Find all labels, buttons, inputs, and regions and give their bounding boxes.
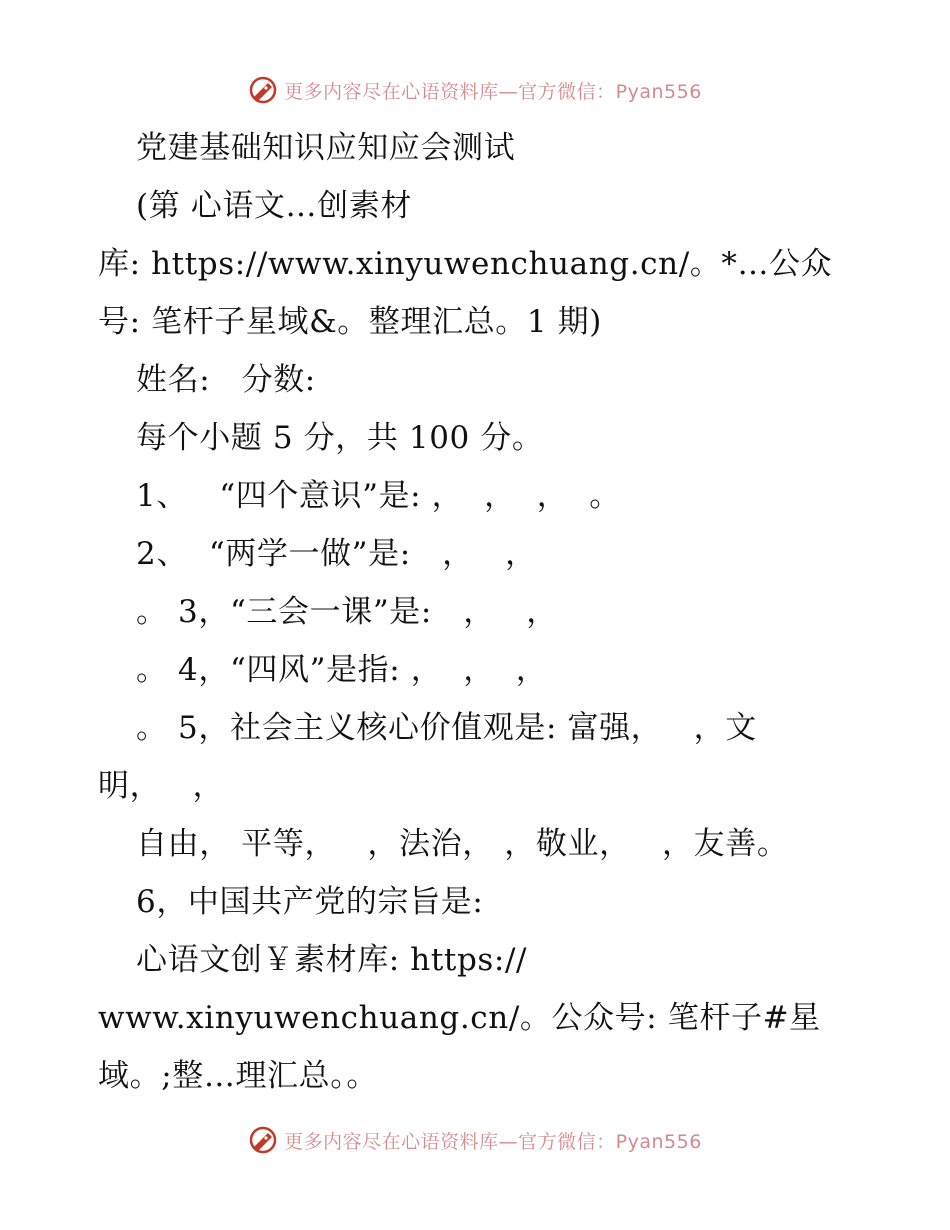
watermark-text: 更多内容尽在心语资料库—官方微信：Pyan556 xyxy=(284,80,702,103)
doc-line: 明， ， xyxy=(98,768,225,804)
header-watermark xyxy=(0,70,950,110)
doc-line: 心语文创￥素材库: https:// xyxy=(136,942,528,978)
doc-line: 号: 笔杆子星域&。整理汇总。1 期) xyxy=(98,304,602,340)
doc-line: 自由， 平等， ，法治， ，敬业， ，友善。 xyxy=(136,826,789,862)
doc-line: 每个小题 5 分，共 100 分。 xyxy=(136,420,544,456)
pen-nib-circle-icon xyxy=(248,1125,278,1155)
question-2: 2、 “两学一做”是: ， ， xyxy=(136,536,537,572)
footer-watermark xyxy=(0,1120,950,1160)
question-6: 6，中国共产党的宗旨是: xyxy=(136,884,484,920)
doc-line: www.xinyuwenchuang.cn/。公众号: 笔杆子#星 xyxy=(98,1000,821,1036)
question-4: 。 4，“四风”是指: ， ， ， xyxy=(136,652,548,688)
question-5: 。 5，社会主义核心价值观是: 富强， ，文 xyxy=(136,710,757,746)
question-3: 。 3，“三会一课”是: ， ， xyxy=(136,594,558,630)
name-score-line: 姓名: 分数: xyxy=(136,362,316,398)
pen-nib-circle-icon xyxy=(248,75,278,105)
doc-line: (第 心语文…创素材 xyxy=(136,188,412,224)
watermark-text: 更多内容尽在心语资料库—官方微信：Pyan556 xyxy=(284,1130,702,1153)
doc-line: 域。;整…理汇总。。 xyxy=(98,1058,378,1094)
question-1: 1、 “四个意识”是: ， ， ， 。 xyxy=(136,478,621,514)
doc-line: 库: https://www.xinyuwenchuang.cn/。*…公众 xyxy=(98,246,833,282)
doc-title: 党建基础知识应知应会测试 xyxy=(136,130,516,166)
